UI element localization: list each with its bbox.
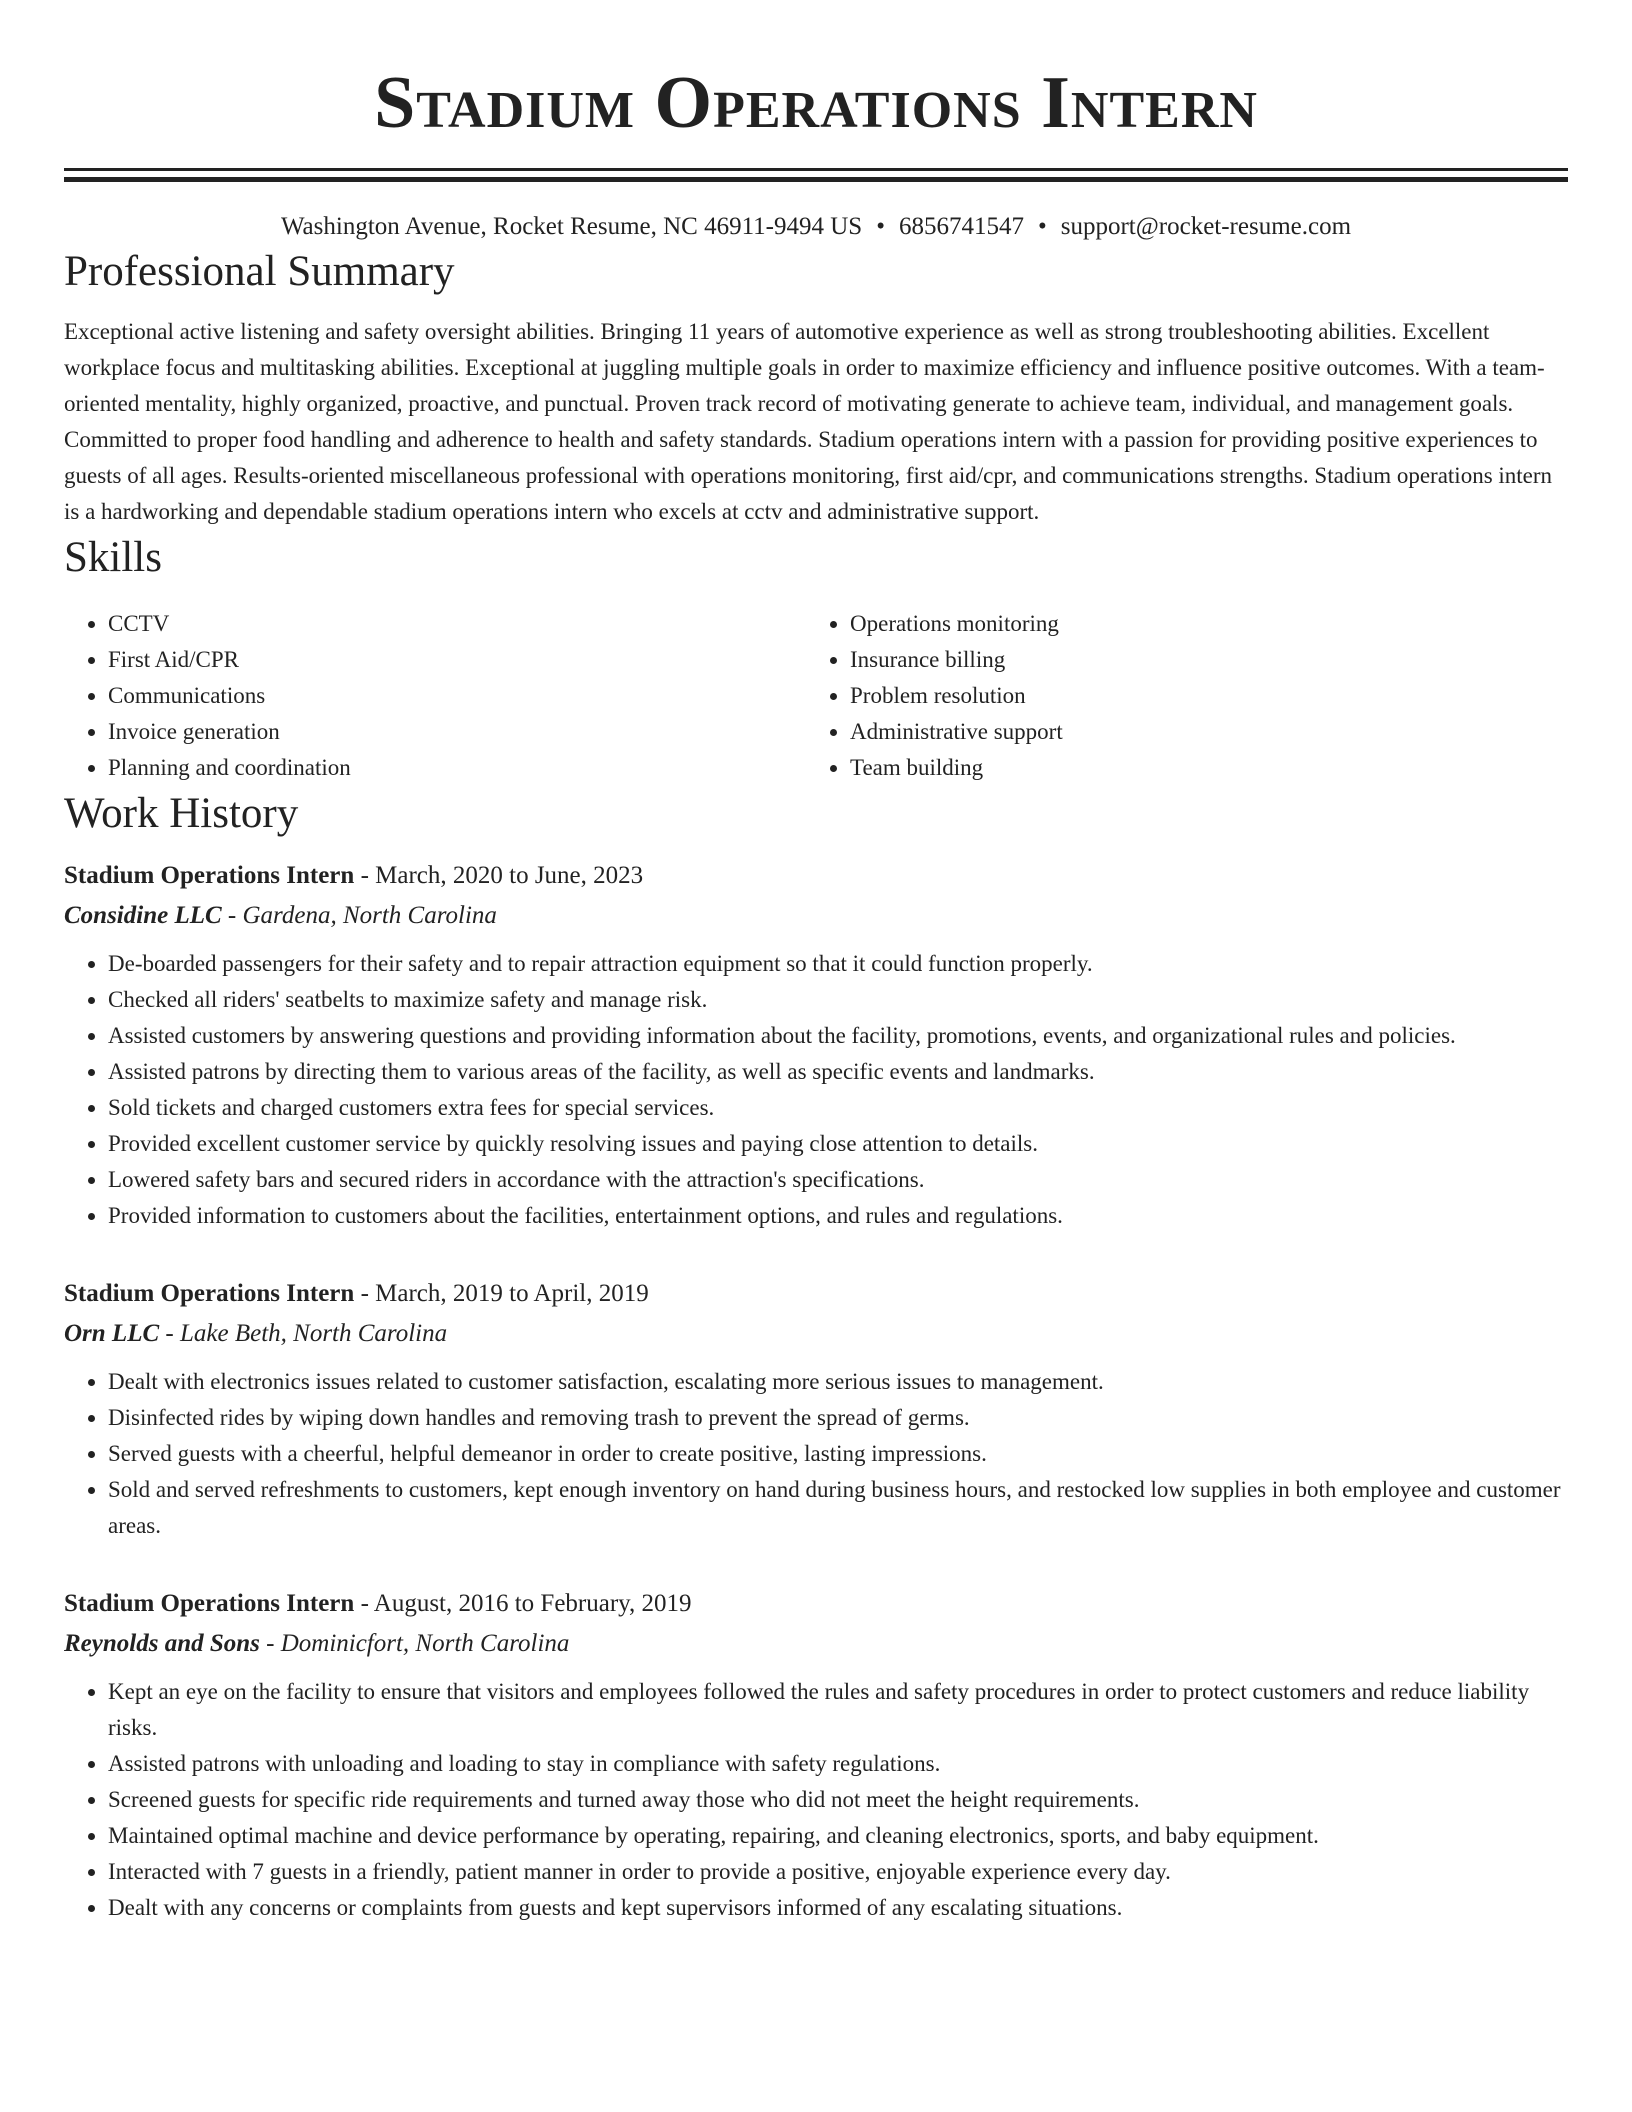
job-location: - Gardena, North Carolina (221, 902, 497, 929)
job-bullet: • Dealt with electronics issues related to customer satisfaction, escalating more serious issues to management. (108, 1364, 1568, 1400)
job-bullet: • Kept an eye on the facility to ensure that visitors and employees followed the rules and safety procedures in order to protect customers and reduce liability risks. (108, 1674, 1568, 1746)
skill-item: • CCTV (108, 606, 806, 642)
skill-item: • Operations monitoring (850, 606, 1548, 642)
skill-item: • Administrative support (850, 714, 1548, 750)
contact-phone: 6856741547 (898, 213, 1024, 240)
job-header (64, 1274, 1568, 1314)
job-role: Stadium Operations Intern (64, 1590, 355, 1617)
job-bullet: • Provided information to customers about the facilities, entertainment options, and rules and regulations. (108, 1198, 1568, 1234)
job-bullet: • Served guests with a cheerful, helpful demeanor in order to create positive, lasting impressions. (108, 1436, 1568, 1472)
job-dates: - August, 2016 to February, 2019 (354, 1590, 692, 1617)
job-bullet: • Assisted patrons by directing them to various areas of the facility, as well as specific events and landmarks. (108, 1054, 1568, 1090)
job-entry (64, 856, 1568, 1234)
job-employer (64, 896, 1568, 936)
job-employer (64, 1624, 1568, 1664)
skill-item: • Planning and coordination (108, 750, 806, 786)
work-history-heading: Work History (64, 790, 299, 837)
contact-separator: • (876, 213, 885, 240)
job-bullet: • Maintained optimal machine and device performance by operating, repairing, and cleaning electronics, sports, and baby equipment. (108, 1818, 1568, 1854)
job-location: - Lake Beth, North Carolina (159, 1320, 448, 1347)
contact-email: support@rocket-resume.com (1060, 213, 1352, 240)
job-bullet: • Assisted customers by answering questions and providing information about the facility, promotions, events, and organizational rules and policies. (108, 1018, 1568, 1054)
job-company: Considine LLC (64, 902, 222, 929)
job-bullet: • Provided excellent customer service by quickly resolving issues and paying close attention to details. (108, 1126, 1568, 1162)
job-bullet: • Dealt with any concerns or complaints from guests and kept supervisors informed of any escalating situations. (108, 1890, 1568, 1926)
job-bullet: • Disinfected rides by wiping down handles and removing trash to prevent the spread of germs. (108, 1400, 1568, 1436)
contact-line (64, 210, 1568, 244)
header-rule-thin (64, 168, 1568, 171)
summary-text: Exceptional active listening and safety oversight abilities. Bringing 11 years of automotive experience as well as strong troubleshooting abilities. Excellent workplace focus and multitasking abilities. Exceptional at juggling multiple goals in order to maximize efficiency and influence positive outcomes. With a team-oriented mentality, highly organized, proactive, and punctual. Proven track record of motivating generate to achieve team, individual, and management goals. Committed to proper food handling and adherence to health and safety standards. Stadium operations intern with a passion for providing positive experiences to guests of all ages. Results-oriented miscellaneous professional with operations monitoring, first aid/cpr, and communications strengths. Stadium operations intern is a hardworking and dependable stadium operations intern who excels at cctv and administrative support. (64, 319, 1553, 524)
job-bullet: • Lowered safety bars and secured riders in accordance with the attraction's specifications. (108, 1162, 1568, 1198)
job-role: Stadium Operations Intern (64, 1280, 355, 1307)
job-bullet: • Sold and served refreshments to customers, kept enough inventory on hand during business hours, and restocked low supplies in both employee and customer areas. (108, 1472, 1568, 1544)
job-header (64, 1584, 1568, 1624)
job-header (64, 856, 1568, 896)
contact-address: Washington Avenue, Rocket Resume, NC 46911-9494 US (280, 213, 863, 240)
skill-item: • Problem resolution (850, 678, 1548, 714)
job-dates: - March, 2020 to June, 2023 (354, 862, 644, 889)
job-bullet: • Checked all riders' seatbelts to maximize safety and manage risk. (108, 982, 1568, 1018)
job-bullet: • De-boarded passengers for their safety and to repair attraction equipment so that it could function properly. (108, 946, 1568, 982)
job-bullet: • Assisted patrons with unloading and loading to stay in compliance with safety regulations. (108, 1746, 1568, 1782)
skill-item: • Team building (850, 750, 1548, 786)
job-bullets (64, 946, 1568, 1234)
job-bullet: • Screened guests for specific ride requirements and turned away those who did not meet the height requirements. (108, 1782, 1568, 1818)
job-bullets (64, 1364, 1568, 1544)
job-bullet: • Sold tickets and charged customers extra fees for special services. (108, 1090, 1568, 1126)
skills-column-right (806, 606, 1548, 786)
skill-item: • Invoice generation (108, 714, 806, 750)
job-entry (64, 1274, 1568, 1544)
summary-heading: Professional Summary (64, 248, 455, 295)
job-role: Stadium Operations Intern (64, 862, 355, 889)
skills-column-left (64, 606, 806, 786)
resume-name-title: Stadium Operations Intern (374, 62, 1258, 144)
job-entry (64, 1584, 1568, 1926)
skill-item: • First Aid/CPR (108, 642, 806, 678)
job-bullet: • Interacted with 7 guests in a friendly, patient manner in order to provide a positive, enjoyable experience every day. (108, 1854, 1568, 1890)
skills-grid (64, 606, 1568, 786)
skill-item: • Communications (108, 678, 806, 714)
skill-item: • Insurance billing (850, 642, 1548, 678)
job-company: Orn LLC (64, 1320, 160, 1347)
header-rule-thick (64, 177, 1568, 182)
contact-separator: • (1037, 213, 1047, 240)
resume-page (64, 0, 1568, 1926)
skills-heading: Skills (64, 534, 162, 581)
job-dates: - March, 2019 to April, 2019 (354, 1280, 649, 1307)
job-bullets (64, 1674, 1568, 1926)
job-location: - Dominicfort, North Carolina (259, 1630, 570, 1657)
job-company: Reynolds and Sons (64, 1630, 260, 1657)
job-employer (64, 1314, 1568, 1354)
